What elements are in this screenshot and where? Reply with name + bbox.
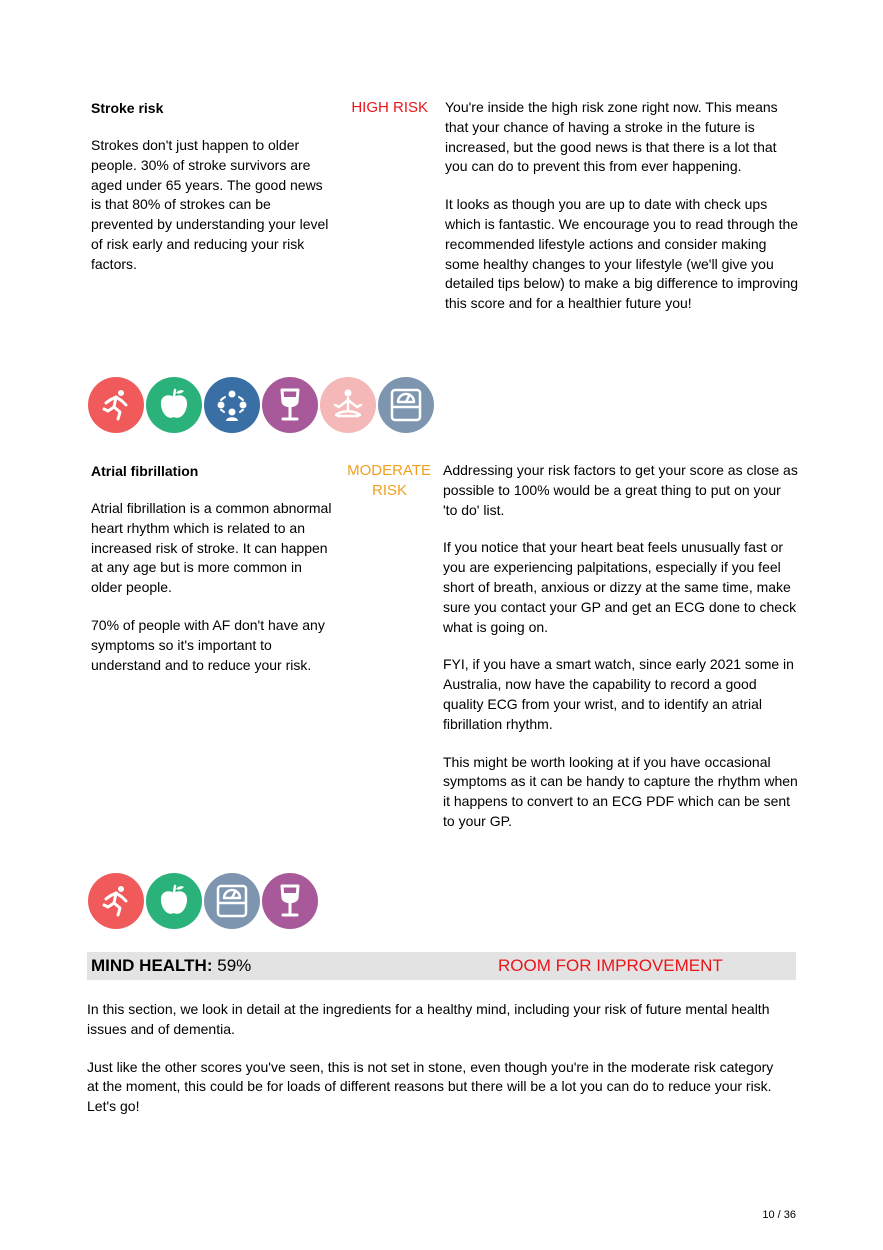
stroke-advice-paragraph: You're inside the high risk zone right now. This means that your chance of having a stroke in the future is increased, but the good news is that there is a lot that you can do to prevent this from ever happening.: [445, 99, 778, 175]
page-number: 10 / 36: [762, 1209, 796, 1221]
af-heading: Atrial fibrillation: [91, 463, 199, 479]
mind-health-status: ROOM FOR IMPROVEMENT: [498, 956, 723, 975]
af-advice: [443, 461, 798, 832]
mind-health-score: 59%: [217, 956, 252, 975]
af-risk-label-line2: RISK: [371, 481, 407, 499]
weight-scale-icon: [378, 377, 434, 433]
af-risk-label: [330, 461, 431, 500]
mind-health-paragraph: In this section, we look in detail at the ingredients for a healthy mind, including your risk of future mental health issues and of dementia.: [87, 1001, 770, 1037]
social-icon: [204, 377, 260, 433]
alcohol-icon: [262, 873, 318, 929]
af-advice-paragraph: FYI, if you have a smart watch, since early 2021 some in Australia, now have the capability to record a good quality ECG from your wrist, and to identify an atrial fibrillation rhythm.: [443, 656, 794, 732]
alcohol-icon: [262, 377, 318, 433]
exercise-icon: [88, 377, 144, 433]
weight-scale-icon: [204, 873, 260, 929]
af-risk-label-line1: MODERATE: [347, 462, 431, 479]
nutrition-icon: [146, 873, 202, 929]
af-advice-paragraph: This might be worth looking at if you have occasional symptoms as it can be handy to capture the rhythm when it happens to convert to an ECG PDF which can be sent to your GP.: [443, 753, 798, 829]
nutrition-icon: [146, 377, 202, 433]
exercise-icon: [88, 873, 144, 929]
mind-health-intro: [87, 1000, 787, 1117]
stroke-risk-label: HIGH RISK: [351, 99, 428, 116]
af-description-paragraph: 70% of people with AF don't have any symptoms so it's important to understand and to reduce your risk.: [91, 616, 325, 673]
stroke-description-text: Strokes don't just happen to older people. 30% of stroke survivors are aged under 65 years. The good news is that 80% of strokes can be prevented by understanding your level of risk early and reducing your risk factors.: [91, 137, 329, 272]
stroke-lifestyle-icons: [88, 377, 434, 433]
stroke-description: [91, 136, 336, 275]
af-advice-paragraph: Addressing your risk factors to get your score as close as possible to 100% would be a great thing to put on your 'to do' list.: [443, 462, 798, 518]
stroke-advice: [445, 98, 800, 314]
af-lifestyle-icons: [88, 873, 318, 929]
mind-health-paragraph: Just like the other scores you've seen, this is not set in stone, even though you're in the moderate risk category at the moment, this could be for loads of different reasons but there will be a lot you can do to reduce your risk. Let's go!: [87, 1058, 774, 1115]
af-description-paragraph: Atrial fibrillation is a common abnormal heart rhythm which is related to an increased risk of stroke. It can happen at any age but is more common in older people.: [91, 500, 332, 596]
mindfulness-icon: [320, 377, 376, 433]
stroke-advice-paragraph: It looks as though you are up to date with check ups which is fantastic. We encourage you to read through the recommended lifestyle actions and consider making some healthy changes to your lifestyle (we'll give you detailed tips below) to make a big difference to improving this score and for a healthier future you!: [445, 196, 799, 312]
stroke-heading: Stroke risk: [91, 100, 164, 116]
af-advice-paragraph: If you notice that your heart beat feels unusually fast or you are experiencing palpitations, especially if you feel short of breath, anxious or dizzy at the same time, make sure you contact your GP and get an ECG done to check what is going on.: [443, 539, 797, 635]
mind-health-label: MIND HEALTH:: [91, 956, 213, 975]
af-description: [91, 499, 336, 675]
mind-health-title: [91, 956, 251, 976]
